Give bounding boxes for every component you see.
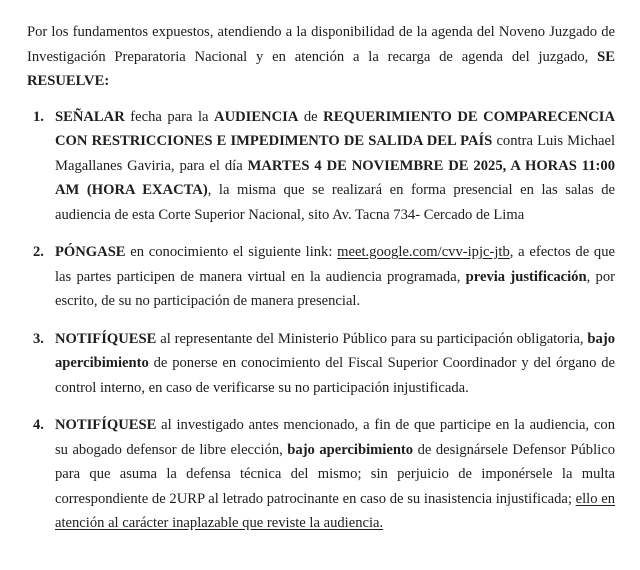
emphasis-bold: PÓNGASE [55, 244, 126, 260]
text-run: contra Luis Michael Magallanes Gaviria, para el día [55, 133, 615, 174]
text-run: en conocimiento el siguiente link: [125, 244, 338, 260]
emphasis-bold: NOTIFÍQUESE [55, 330, 157, 347]
list-marker: 3. [33, 330, 44, 347]
emphasis-underline: ello en atención al carácter inaplazable que reviste la audiencia. [55, 490, 615, 531]
emphasis-bold: AUDIENCIA [214, 108, 299, 125]
resolution-item-text [55, 105, 615, 228]
resolution-list [27, 105, 615, 536]
text-run: de designársele Defensor Público para que asuma la defensa técnica del mismo; sin perjuicio de imponérsele la multa correspondiente de 2URP al letrado patrocinante en caso de su inasistencia injustificada; [55, 441, 615, 507]
resolution-item [27, 413, 615, 536]
resolution-item-text [55, 327, 615, 401]
text-run: de [298, 108, 324, 125]
list-marker: 1. [33, 108, 44, 125]
resolution-item-text [55, 413, 615, 536]
resolution-item [27, 240, 615, 314]
list-marker: 2. [33, 244, 44, 260]
text-run: , por escrito, de su no participación de manera presencial. [55, 268, 615, 309]
text-run: de ponerse en conocimiento del Fiscal Superior Coordinador y del órgano de control interno, en caso de verificarse su no participación injustificada. [55, 355, 615, 396]
emphasis-bold: SEÑALAR [55, 108, 125, 125]
resolution-item [27, 327, 615, 401]
se-resuelve-label: SE RESUELVE: [27, 48, 615, 89]
meet-link[interactable]: meet.google.com/cvv-ipjc-jtb [337, 244, 510, 260]
text-run: al representante del Ministerio Público para su participación obligatoria, [156, 330, 588, 347]
list-marker: 4. [33, 417, 44, 433]
resolution-item-text [55, 240, 615, 314]
intro-text: Por los fundamentos expuestos, atendiendo a la disponibilidad de la agenda del Noveno Juzgado de Investigación Preparatoria Nacional y en atención a la recarga de agenda del juzgado, [27, 24, 615, 65]
text-run: fecha para la [124, 108, 215, 125]
emphasis-bold: bajo apercibimiento [55, 330, 615, 371]
emphasis-bold: bajo apercibimiento [287, 441, 414, 458]
text-run: , a efectos de que las partes participen de manera virtual en la audiencia programada, [55, 244, 616, 285]
text-run: , la misma que se realizará en forma presencial en las salas de audiencia de esta Corte Superior Nacional, sito Av. Tacna 734- Cercado de Lima [55, 182, 615, 223]
emphasis-bold: previa justificación [465, 268, 587, 285]
emphasis-bold: MARTES 4 DE NOVIEMBRE DE 2025, A HORAS 11:00 AM (HORA EXACTA) [55, 157, 615, 198]
intro-paragraph [27, 20, 615, 94]
resolution-item [27, 105, 615, 228]
emphasis-bold: REQUERIMIENTO DE COMPARECENCIA CON RESTRICCIONES E IMPEDIMENTO DE SALIDA DEL PAÍS [55, 108, 615, 149]
emphasis-bold: NOTIFÍQUESE [55, 417, 157, 433]
text-run: al investigado antes mencionado, a fin de que participe en la audiencia, con su abogado defensor de libre elección, [55, 417, 615, 458]
